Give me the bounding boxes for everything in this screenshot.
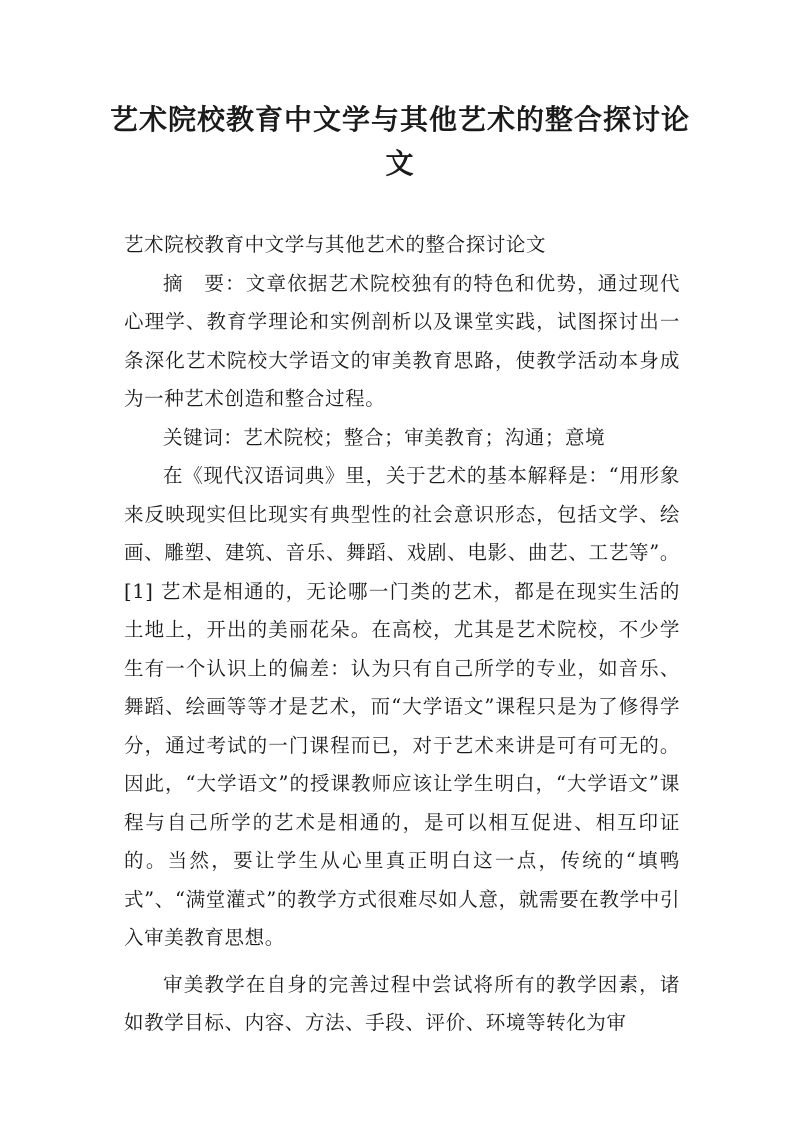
subtitle-line: 艺术院校教育中文学与其他艺术的整合探讨论文 (124, 233, 547, 256)
abstract-paragraph: 摘 要：文章依据艺术院校独有的特色和优势，通过现代心理学、教育学理论和实例剖析以及课堂实践，试图探讨出一条深化艺术院校大学语文的审美教育思路，使教学活动本身成为一种艺术创造和整合过程。 (124, 271, 680, 410)
keywords-paragraph: 关键词：艺术院校；整合；审美教育；沟通；意境 (163, 425, 606, 449)
document-body (124, 226, 680, 1043)
document-title: 艺术院校教育中文学与其他艺术的整合探讨论文 (109, 103, 690, 180)
body-paragraph-2: 审美教学在自身的完善过程中尝试将所有的教学因素，诸如教学目标、内容、方法、手段、评价、环境等转化为审 (124, 972, 680, 1034)
body-paragraph-1: 在《现代汉语词典》里，关于艺术的基本解释是：“用形象来反映现实但比现实有典型性的社会意识形态，包括文学、绘画、雕塑、建筑、音乐、舞蹈、戏剧、电影、曲艺、工艺等”。[1] 艺术是相通的，无论哪一门类的艺术，都是在现实生活的土地上，开出的美丽花朵。在高校，尤其是艺术院校，不少学生有一个认识上的偏差：认为只有自己所学的专业，如音乐、舞蹈、绘画等等才是艺术，而“大学语文”课程只是为了修得学分，通过考试的一门课程而已，对于艺术来讲是可有可无的。因此，“大学语文”的授课教师应该让学生明白，“大学语文”课程与自己所学的艺术是相通的，是可以相互促进、相互印证的。当然，要让学生从心里真正明白这一点，传统的“填鸭式”、“满堂灌式”的教学方式很难尽如人意，就需要在教学中引入审美教育思想。 (124, 464, 680, 949)
